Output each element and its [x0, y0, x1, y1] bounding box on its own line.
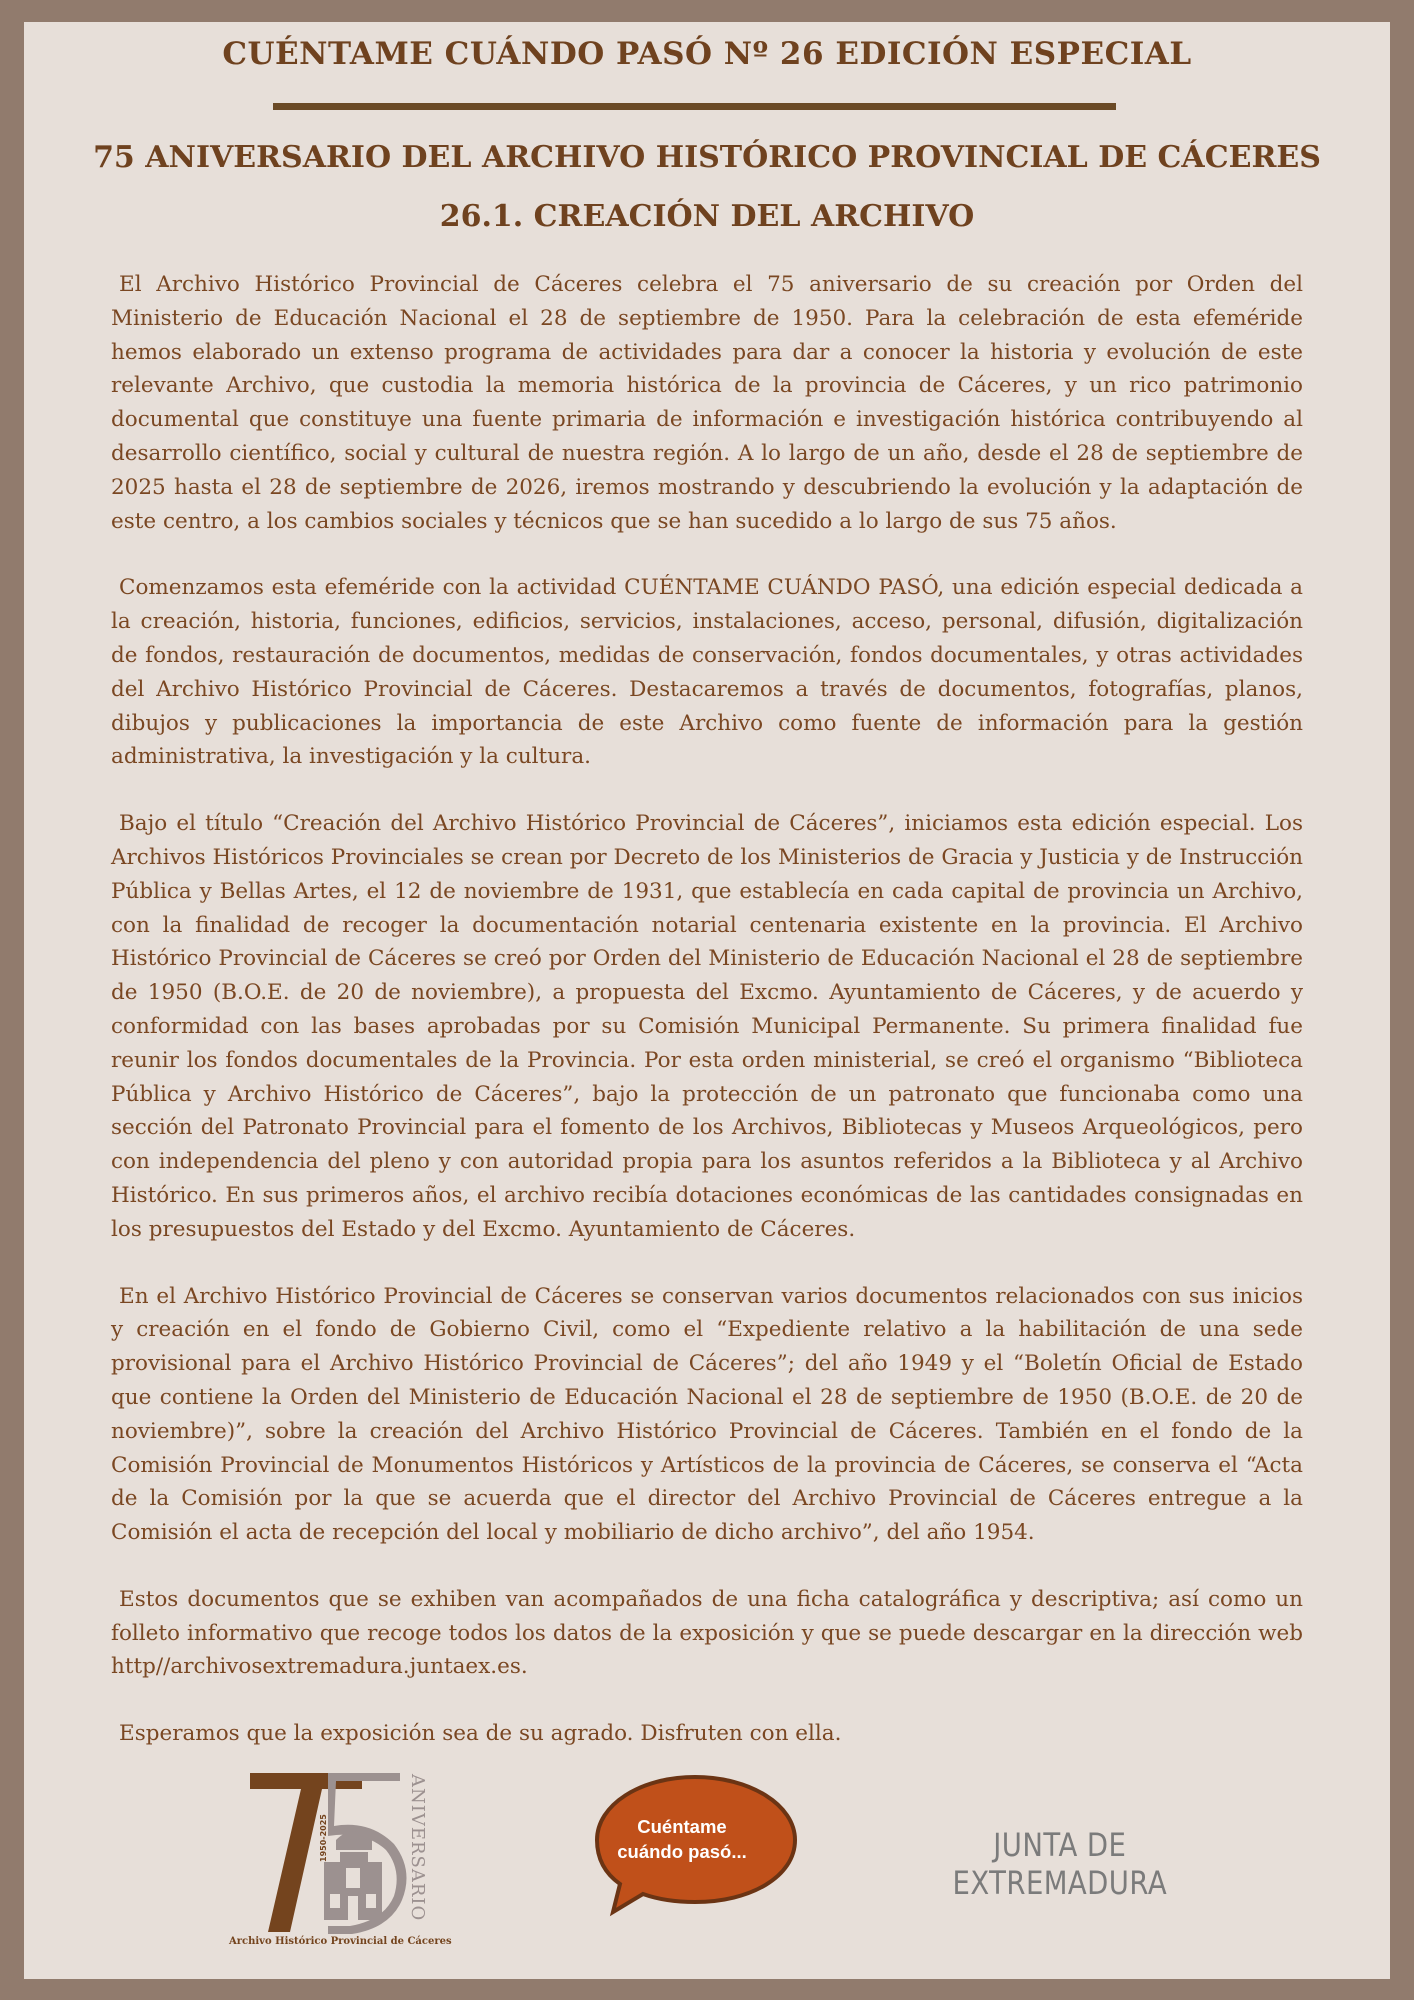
anniversary-75-logo [224, 1770, 454, 1950]
poster-page [24, 22, 1390, 1979]
junta-extremadura-logo: JUNTA DE EXTREMADURA [952, 1826, 1168, 1902]
bubble-line-2: cuándo pasó... [617, 1841, 747, 1862]
edition-title: CUÉNTAME CUÁNDO PASÓ Nº 26 EDICIÓN ESPECIAL [222, 36, 1192, 72]
logo-caption: Archivo Histórico Provincial de Cáceres [229, 1936, 452, 1947]
title-divider [273, 103, 1116, 110]
section-title: 26.1. CREACIÓN DEL ARCHIVO [439, 199, 975, 234]
logo-aniversario-text: ANIVERSARIO [407, 1774, 428, 1922]
body-text [111, 268, 1303, 1784]
bubble-line-1: Cuéntame [637, 1816, 727, 1837]
bubble-text [598, 1814, 766, 1864]
paragraph-intro: El Archivo Histórico Provincial de Cáceres celebra el 75 aniversario de su creación por Orden del Ministerio de Educación Nacional el 28 de septiembre de 1950. Para la celebración de esta efeméride hemos elaborado un extenso programa de actividades para dar a conocer la historia y evolución de este relevante Archivo, que custodia la memoria histórica de la provincia de Cáceres, y un rico patrimonio documental que constituye una fuente primaria de información e investigación histórica contribuyendo al desarrollo científico, social y cultural de nuestra región. A lo largo de un año, desde el 28 de septiembre de 2025 hasta el 28 de septiembre de 2026, iremos mostrando y descubriendo la evolución y la adaptación de este centro, a los cambios sociales y técnicos que se han sucedido a lo largo de sus 75 años. [111, 272, 1303, 534]
logo-years: 1950-2025 [319, 1814, 328, 1862]
paragraph-activity: Comenzamos esta efeméride con la actividad CUÉNTAME CUÁNDO PASÓ, una edición especial dedicada a la creación, historia, funciones, edificios, servicios, instalaciones, acceso, personal, difusión, digitalización de fondos, restauración de documentos, medidas de conservación, fondos documentales, y otras actividades del Archivo Histórico Provincial de Cáceres. Destacaremos a través de documentos, fotografías, planos, dibujos y publicaciones la importancia de este Archivo como fuente de información para la gestión administrativa, la investigación y la cultura. [111, 575, 1303, 770]
paragraph-documents: En el Archivo Histórico Provincial de Cáceres se conservan varios documentos relacionados con sus inicios y creación en el fondo de Gobierno Civil, como el “Expediente relativo a la habilitación de una sede provisional para el Archivo Histórico Provincial de Cáceres”; del año 1949 y el “Boletín Oficial de Estado que contiene la Orden del Ministerio de Educación Nacional el 28 de septiembre de 1950 (B.O.E. de 20 de noviembre)”, sobre la creación del Archivo Histórico Provincial de Cáceres. También en el fondo de la Comisión Provincial de Monumentos Históricos y Artísticos de la provincia de Cáceres, se conserva el “Acta de la Comisión por la que se acuerda que el director del Archivo Provincial de Cáceres entregue a la Comisión el acta de recepción del local y mobiliario de dicho archivo”, del año 1954. [111, 1283, 1303, 1546]
paragraph-history: Bajo el título “Creación del Archivo Histórico Provincial de Cáceres”, iniciamos esta edición especial. Los Archivos Históricos Provinciales se crean por Decreto de los Ministerios de Gracia y Justicia y de Instrucción Pública y Bellas Artes, el 12 de noviembre de 1931, que establecía en cada capital de provincia un Archivo, con la finalidad de recoger la documentación notarial centenaria existente en la provincia. El Archivo Histórico Provincial de Cáceres se creó por Orden del Ministerio de Educación Nacional el 28 de septiembre de 1950 (B.O.E. de 20 de noviembre), a propuesta del Excmo. Ayuntamiento de Cáceres, y de acuerdo y conformidad con las bases aprobadas por su Comisión Municipal Permanente. Su primera finalidad fue reunir los fondos documentales de la Provincia. Por esta orden ministerial, se creó el organismo “Biblioteca Pública y Archivo Histórico de Cáceres”, bajo la protección de un patronato que funcionaba como una sección del Patronato Provincial para el fomento de los Archivos, Bibliotecas y Museos Arqueológicos, pero con independencia del pleno y con autoridad propia para los asuntos referidos a la Biblioteca y al Archivo Histórico. En sus primeros años, el archivo recibía dotaciones económicas de las cantidades consignadas en los presupuestos del Estado y del Excmo. Ayuntamiento de Cáceres. [111, 811, 1303, 1242]
main-title: 75 ANIVERSARIO DEL ARCHIVO HISTÓRICO PROVINCIAL DE CÁCERES [93, 140, 1321, 175]
paragraph-closing: Esperamos que la exposición sea de su agrado. Disfruten con ella. [119, 1721, 842, 1747]
paragraph-catalog: Estos documentos que se exhiben van acompañados de una ficha catalográfica y descriptiva; así como un folleto informativo que recoge todos los datos de la exposición y que se puede descargar en la dirección web http//archivosextremadura.juntaex.es. [111, 1586, 1303, 1680]
